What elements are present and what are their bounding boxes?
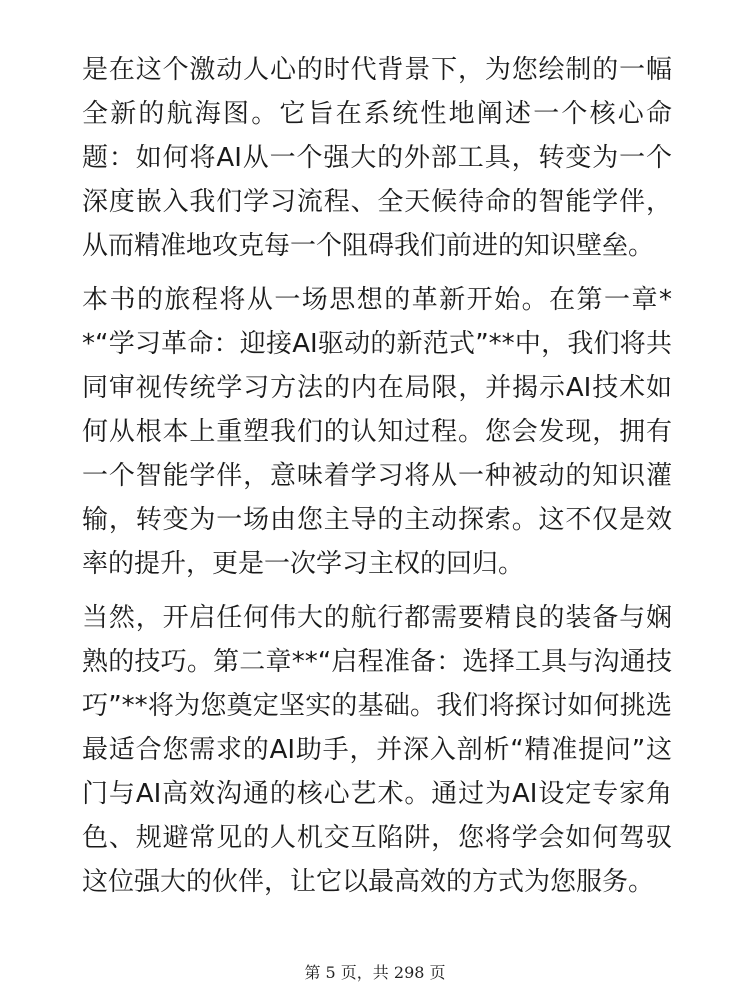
body-text: [82, 48, 672, 914]
page-number: 第 5 页，共 298 页: [304, 963, 446, 982]
paragraph-3: 当然，开启任何伟大的航行都需要精良的装备与娴熟的技巧。第二章**“启程准备：选择工具与沟通技巧”**将为您奠定坚实的基础。我们将探讨如何挑选最适合您需求的AI助手，并深入剖析“精准提问”这门与AI高效沟通的核心艺术。通过为AI设定专家角色、规避常见的人机交互陷阱，您将学会如何驾驭这位强大的伙伴，让它以最高效的方式为您服务。: [82, 603, 672, 897]
paragraph-2: 本书的旅程将从一场思想的革新开始。在第一章**“学习革命：迎接AI驱动的新范式”**中，我们将共同审视传统学习方法的内在局限，并揭示AI技术如何从根本上重塑我们的认知过程。您会发现，拥有一个智能学伴，意味着学习将从一种被动的知识灌输，转变为一场由您主导的主动探索。这不仅是效率的提升，更是一次学习主权的回归。: [82, 285, 672, 579]
paragraph-1: 是在这个激动人心的时代背景下，为您绘制的一幅全新的航海图。它旨在系统性地阐述一个核心命题：如何将AI从一个强大的外部工具，转变为一个深度嵌入我们学习流程、全天候待命的智能学伴，从而精准地攻克每一个阻碍我们前进的知识壁垒。: [82, 55, 672, 261]
